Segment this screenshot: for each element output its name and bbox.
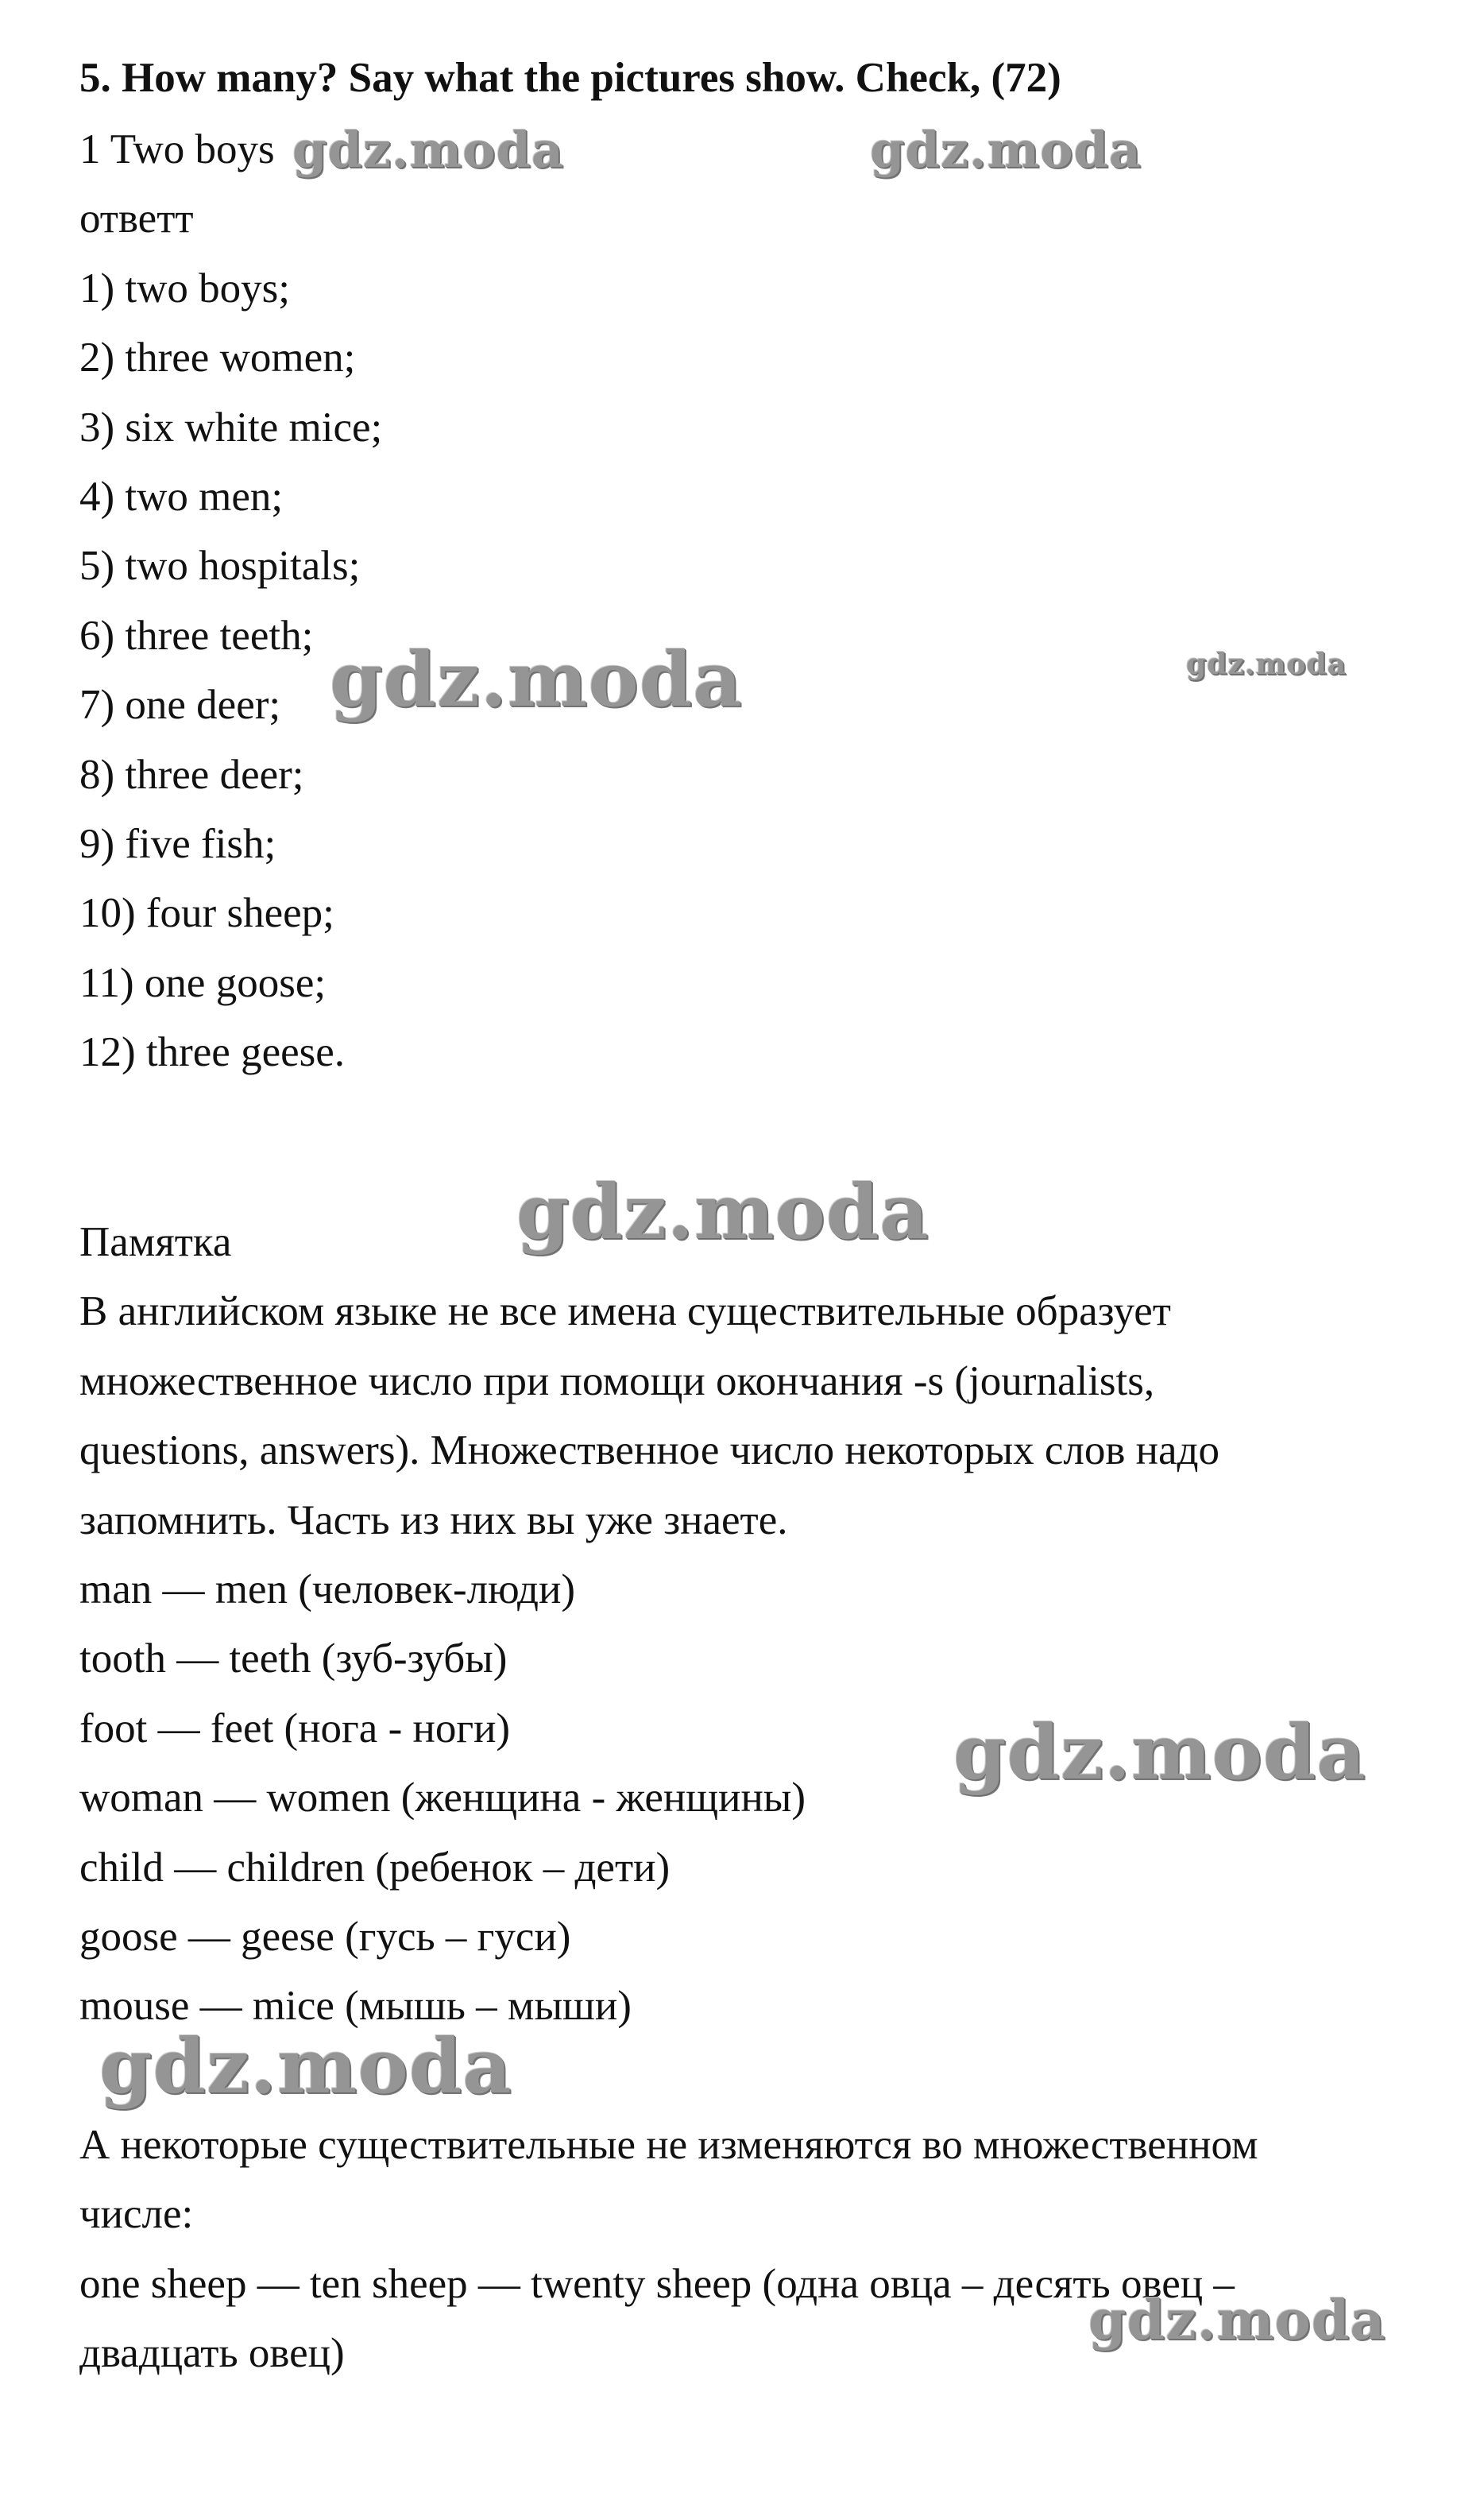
memo-intro-line: запомнить. Часть из них вы уже знаете. — [79, 1496, 788, 1543]
watermark-logo: gdz.moda — [330, 636, 743, 724]
plural-item: woman — women (женщина - женщины) — [79, 1775, 806, 1821]
watermark-logo: gdz.moda — [870, 121, 1142, 179]
memo-unchanged-line: числе: — [79, 2191, 194, 2238]
memo-intro-line: множественное число при помощи окончания -s (journalists, — [79, 1357, 1155, 1404]
plural-item: tooth — teeth (зуб-зубы) — [79, 1635, 508, 1682]
memo-title: Памятка — [79, 1219, 232, 1265]
watermark-logo: gdz.moda — [1088, 2289, 1386, 2352]
exercise-title: 5. How many? Say what the pictures show. Check, (72) — [79, 55, 1061, 101]
answer-item: 6) three teeth; — [79, 612, 314, 659]
answer-item: 3) six white mice; — [79, 404, 383, 451]
irregular-plural-list — [79, 1555, 1398, 2042]
watermark-logo: gdz.moda — [99, 2023, 512, 2111]
memo-unchanged-line: двадцать овец) — [79, 2330, 345, 2377]
plural-item: goose — geese (гусь – гуси) — [79, 1914, 571, 1961]
plural-item: child — children (ребенок – дети) — [79, 1844, 671, 1891]
answer-item: 11) one goose; — [79, 959, 327, 1006]
answer-item: 1) two boys; — [79, 265, 290, 312]
answer-item: 7) one deer; — [79, 682, 281, 729]
watermark-logo: gdz.moda — [1186, 648, 1347, 681]
answer-label: ответт — [79, 195, 194, 242]
answer-item: 2) three women; — [79, 335, 356, 381]
memo-unchanged-line: А некоторые существительные не изменяются во множественном — [79, 2121, 1258, 2168]
watermark-logo: gdz.moda — [516, 1168, 930, 1256]
answer-item: 9) five fish; — [79, 820, 276, 867]
memo-unchanged-line: one sheep — ten sheep — twenty sheep (одна овца – десять овец – — [79, 2260, 1235, 2307]
memo-section — [79, 1208, 1398, 2389]
answer-item: 8) three deer; — [79, 751, 304, 798]
answer-item: 10) four sheep; — [79, 890, 334, 937]
example-line: 1 Two boys — [79, 126, 275, 172]
memo-intro-line: В английском языке не все имена существительные образует — [79, 1288, 1171, 1335]
answer-item: 12) three geese. — [79, 1029, 346, 1076]
answer-list — [79, 115, 382, 1087]
plural-item: man — men (человек-люди) — [79, 1566, 575, 1613]
plural-item: mouse — mice (мышь – мыши) — [79, 1983, 632, 2030]
watermark-logo: gdz.moda — [953, 1709, 1366, 1797]
watermark-logo: gdz.moda — [292, 121, 564, 179]
answer-item: 4) two men; — [79, 473, 284, 520]
answer-item: 5) two hospitals; — [79, 543, 361, 590]
plural-item: foot — feet (нога - ноги) — [79, 1705, 511, 1752]
memo-intro-line: questions, answers). Множественное число некоторых слов надо — [79, 1427, 1220, 1474]
